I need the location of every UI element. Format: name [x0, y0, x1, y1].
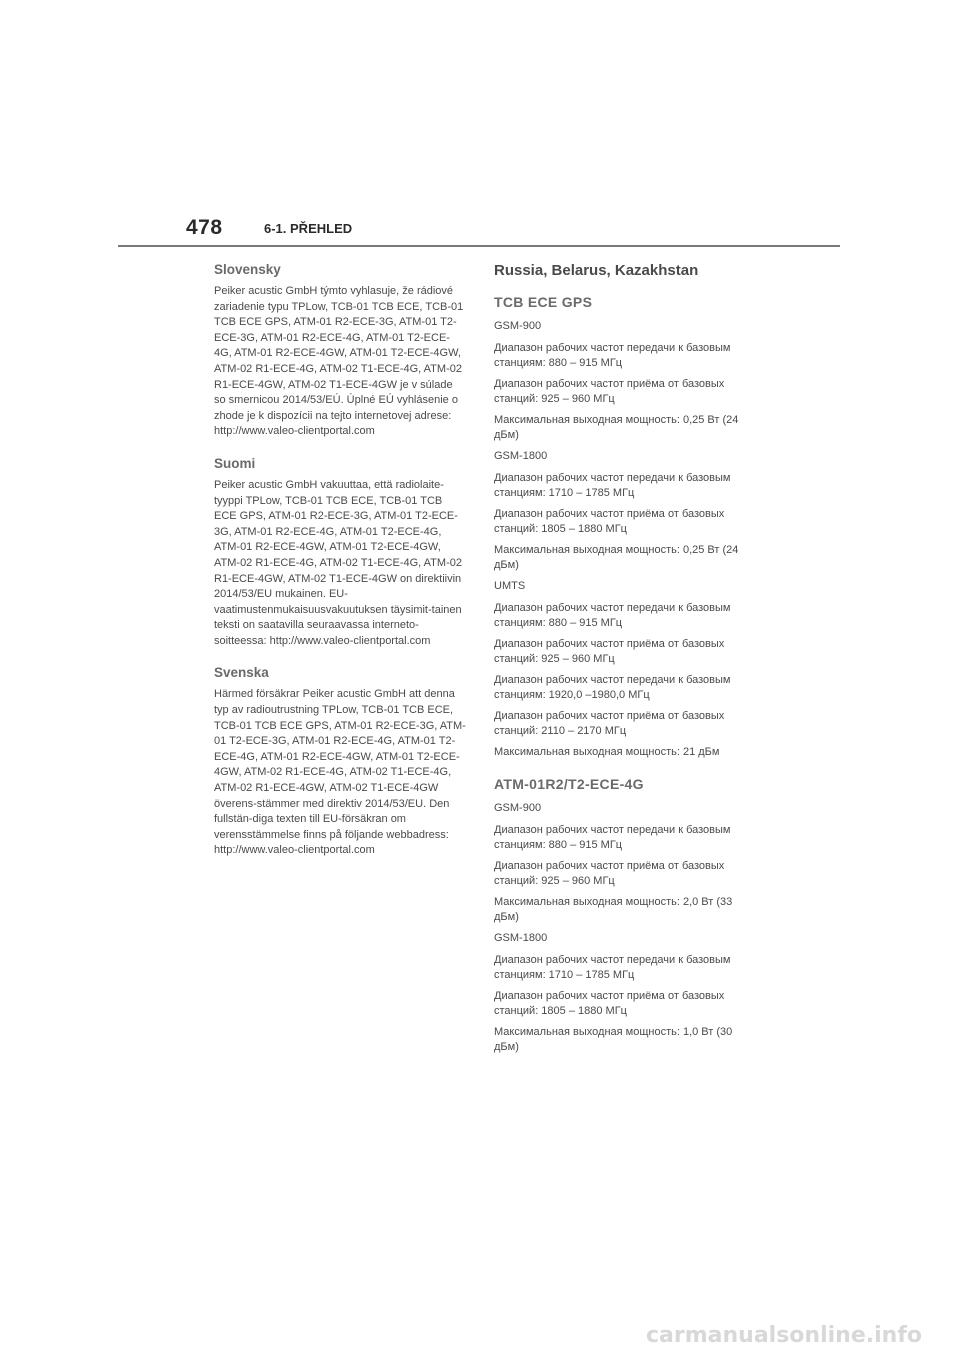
- spec-line: Диапазон рабочих частот передачи к базовым станциям: 880 – 915 МГц: [494, 342, 731, 369]
- language-heading: Svenska: [214, 665, 269, 681]
- watermark-logo: [646, 1320, 946, 1350]
- right-column: [494, 290, 752, 1071]
- model-heading: TCB ECE GPS: [494, 294, 593, 310]
- spec-line: Диапазон рабочих частот приёма от базовых станций: 925 – 960 МГц: [494, 638, 725, 665]
- region-title: Russia, Belarus, Kazakhstan: [494, 262, 699, 279]
- language-section-suomi: [214, 456, 466, 650]
- language-text: Härmed försäkrar Peiker acustic GmbH att denna typ av radioutrustning TPLow, TCB-01 TCB ECE, TCB-01 TCB ECE GPS, ATM-01 R2-ECE-3G, ATM-01 T2-ECE-3G, ATM-01 R2-ECE-4G, ATM-01 T2-ECE-4G, ATM-01 R2-ECE-4GW, ATM-01 T2-ECE-4GW, ATM-02 R1-ECE-4G, ATM-02 T1-ECE-4G, ATM-02 R1-ECE-4GW, ATM-02 T1-ECE-4GW överens-stämmer med direktiv 2014/53/EU. Den fullstän-diga texten till EU-försäkran om verensstämmelse finns på följande webbadress: http://www.valeo-clientportal.com: [214, 688, 466, 857]
- spec-line: Максимальная выходная мощность: 2,0 Вт (33 дБм): [494, 896, 733, 923]
- language-heading: Suomi: [214, 455, 256, 471]
- model-section-atm-01r2-t2-ece-4g: [494, 776, 752, 1055]
- model-section-tcb-ece-gps: [494, 294, 752, 760]
- model-heading: ATM-01R2/T2-ECE-4G: [494, 776, 644, 792]
- band-name: UMTS: [494, 580, 526, 592]
- spec-line: Диапазон рабочих частот приёма от базовых станций: 925 – 960 МГц: [494, 860, 725, 887]
- section-title: 6-1. PŘEHLED: [264, 221, 353, 236]
- band-name: GSM-900: [494, 802, 542, 814]
- spec-line: Максимальная выходная мощность: 1,0 Вт (30 дБм): [494, 1026, 733, 1053]
- spec-line: Диапазон рабочих частот передачи к базовым станциям: 1710 – 1785 МГц: [494, 954, 731, 981]
- language-heading: Slovensky: [214, 262, 281, 277]
- page-header: [0, 0, 960, 260]
- language-text: Peiker acustic GmbH týmto vyhlasuje, že rádiové zariadenie typu TPLow, TCB-01 TCB ECE, TCB-01 TCB ECE GPS, ATM-01 R2-ECE-3G, ATM-01 T2-ECE-3G, ATM-01 R2-ECE-4G, ATM-01 T2-ECE-4G, ATM-01 R2-ECE-4GW, ATM-01 T2-ECE-4GW, ATM-02 R1-ECE-4G, ATM-02 T1-ECE-4G, ATM-02 R1-ECE-4GW, ATM-02 T1-ECE-4GW je v súlade so smernicou 2014/53/EÚ. Úplné EÚ vyhlásenie o zhode je k dispozícii na tejto internetovej adrese: http://www.valeo-clientportal.com: [214, 285, 464, 438]
- spec-line: Диапазон рабочих частот передачи к базовым станциям: 880 – 915 МГц: [494, 602, 731, 629]
- band-name: GSM-1800: [494, 450, 548, 462]
- spec-line: Максимальная выходная мощность: 21 дБм: [494, 746, 720, 758]
- spec-line: Диапазон рабочих частот приёма от базовых станций: 2110 – 2170 МГц: [494, 710, 725, 737]
- spec-line: Диапазон рабочих частот передачи к базовым станциям: 880 – 915 МГц: [494, 824, 731, 851]
- spec-line: Диапазон рабочих частот приёма от базовых станций: 1805 – 1880 МГц: [494, 508, 725, 535]
- spec-line: Максимальная выходная мощность: 0,25 Вт (24 дБм): [494, 544, 739, 571]
- left-column: [214, 262, 466, 875]
- spec-line: Диапазон рабочих частот приёма от базовых станций: 1805 – 1880 МГц: [494, 990, 725, 1017]
- spec-line: Диапазон рабочих частот приёма от базовых станций: 925 – 960 МГц: [494, 378, 725, 405]
- spec-line: Диапазон рабочих частот передачи к базовым станциям: 1710 – 1785 МГц: [494, 472, 731, 499]
- svg-text:carmanualsonline.info: carmanualsonline.info: [646, 1323, 922, 1348]
- spec-line: Диапазон рабочих частот передачи к базовым станциям: 1920,0 –1980,0 МГц: [494, 674, 731, 701]
- language-section-slovensky: [214, 262, 466, 440]
- band-name: GSM-900: [494, 320, 542, 332]
- spec-line: Максимальная выходная мощность: 0,25 Вт (24 дБм): [494, 414, 739, 441]
- page-number: 478: [186, 216, 223, 239]
- language-text: Peiker acustic GmbH vakuuttaa, että radiolaite-tyyppi TPLow, TCB-01 TCB ECE, TCB-01 TCB ECE GPS, ATM-01 R2-ECE-3G, ATM-01 T2-ECE-3G, ATM-01 R2-ECE-4G, ATM-01 T2-ECE-4G, ATM-01 R2-ECE-4GW, ATM-01 T2-ECE-4GW, ATM-02 R1-ECE-4G, ATM-02 T1-ECE-4G, ATM-02 R1-ECE-4GW, ATM-02 T1-ECE-4GW on direktiivin 2014/53/EU mukainen. EU-vaatimustenmukaisuusvakuutuksen täysimit-tainen teksti on saatavilla seuraavassa interneto-soitteessa: http://www.valeo-clientportal.com: [214, 478, 462, 647]
- language-section-svenska: [214, 665, 466, 859]
- header-divider: [118, 245, 840, 247]
- band-name: GSM-1800: [494, 932, 548, 944]
